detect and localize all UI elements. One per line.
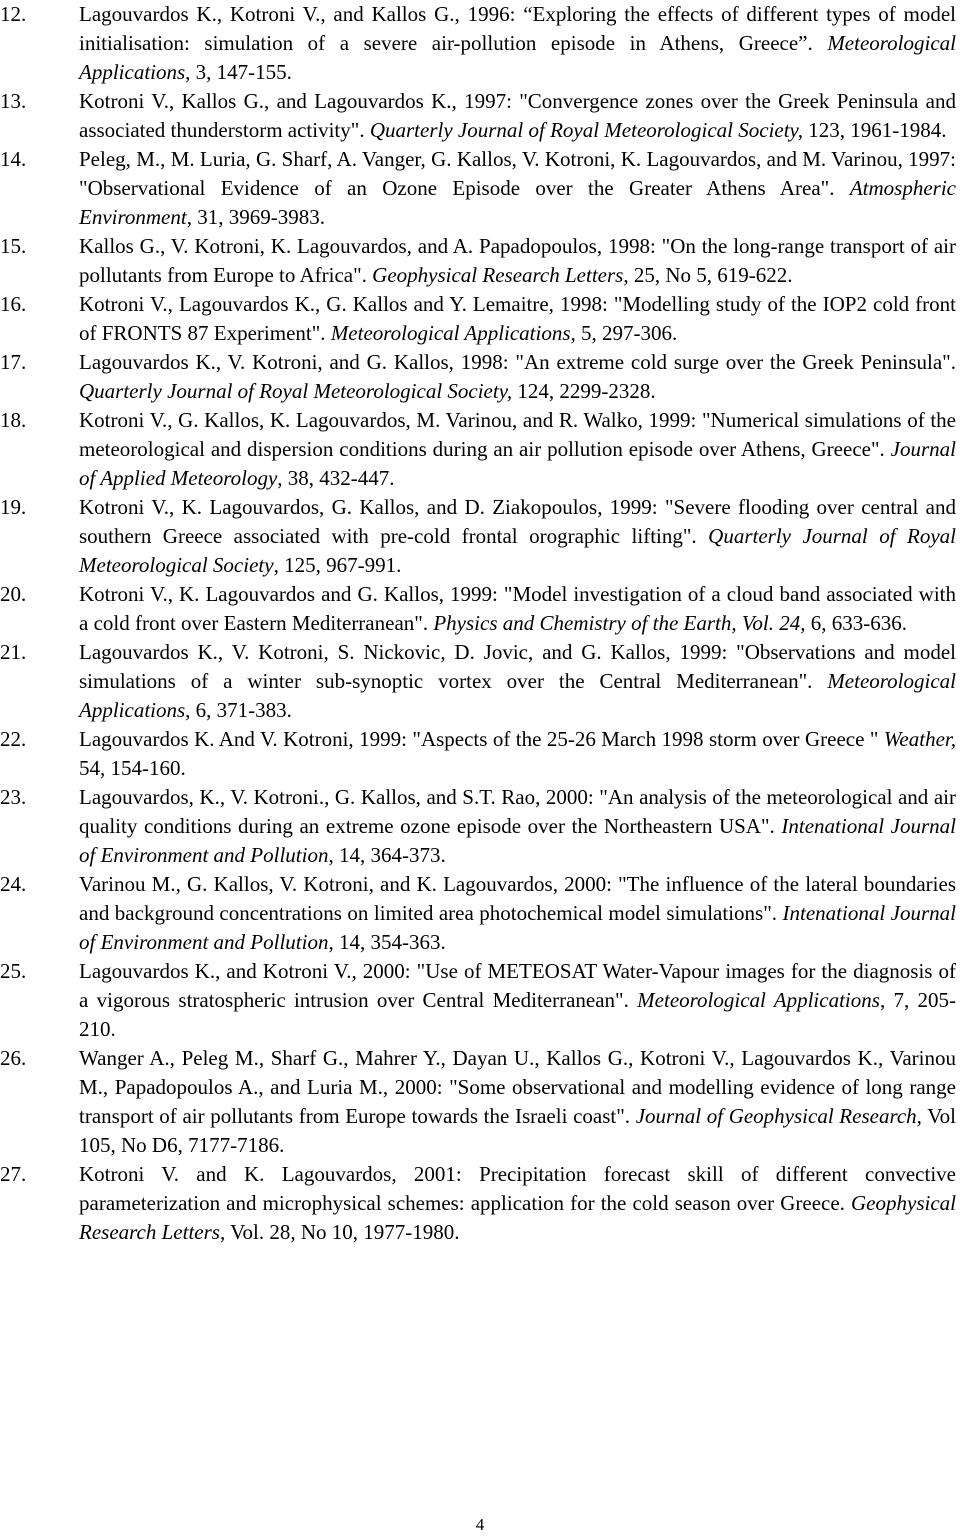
- reference-item: [0, 493, 956, 580]
- reference-text: Kallos G., V. Kotroni, K. Lagouvardos, and A. Papadopoulos, 1998: "On the long-range transport of air pollutants from Europe to Africa".: [79, 234, 956, 287]
- reference-details: , 3, 147-155.: [185, 60, 292, 84]
- reference-source: Intenational Journal of Environment and Pollution: [79, 901, 956, 954]
- reference-details: Vol. 28, No 10, 1977-1980.: [225, 1220, 460, 1244]
- reference-number: 16.: [0, 292, 27, 316]
- reference-item: [0, 1160, 956, 1247]
- reference-source: Geophysical Research Letters,: [79, 1191, 956, 1244]
- reference-number: 23.: [0, 785, 27, 809]
- reference-text: Kotroni V., K. Lagouvardos, G. Kallos, and D. Ziakopoulos, 1999: "Severe flooding over central and southern Greece associated with pre-cold frontal orographic lifting".: [79, 495, 956, 548]
- reference-source: Weather,: [883, 727, 956, 751]
- reference-source: Meteorological Applications: [79, 31, 956, 84]
- reference-number: 25.: [0, 959, 27, 983]
- reference-details: , Vol 105, No D6, 7177-7186.: [79, 1104, 956, 1157]
- reference-item: [0, 1044, 956, 1160]
- reference-details: , 7, 205-210.: [79, 988, 957, 1041]
- reference-item: [0, 406, 956, 493]
- reference-details: 123, 1961-1984.: [802, 118, 947, 142]
- reference-text: Kotroni V., K. Lagouvardos and G. Kallos, 1999: "Model investigation of a cloud band associated with a cold front over Eastern Mediterranean".: [79, 582, 956, 635]
- reference-number: 27.: [0, 1162, 27, 1186]
- reference-item: [0, 638, 956, 725]
- reference-text: Lagouvardos K., V. Kotroni, and G. Kallos, 1998: "An extreme cold surge over the Greek Peninsula".: [79, 350, 956, 374]
- reference-source: Meteorological Applications: [637, 988, 880, 1012]
- reference-source: Journal of Applied Meteorology: [79, 437, 956, 490]
- reference-source: Geophysical Research Letters: [372, 263, 624, 287]
- reference-details: 6, 371-383.: [190, 698, 292, 722]
- reference-source: Meteorological Applications,: [79, 669, 956, 722]
- reference-text: Peleg, M., M. Luria, G. Sharf, A. Vanger, G. Kallos, V. Kotroni, K. Lagouvardos, and M. Varinou, 1997: "Observational Evidence of an Ozone Episode over the Greater Athens Area".: [79, 147, 956, 200]
- reference-number: 24.: [0, 872, 27, 896]
- reference-item: [0, 783, 956, 870]
- reference-source: Quarterly Journal of Royal Meteorological Society,: [79, 379, 513, 403]
- reference-source: Intenational Journal of Environment and Pollution: [79, 814, 956, 867]
- reference-text: Lagouvardos, K., V. Kotroni., G. Kallos, and S.T. Rao, 2000: "An analysis of the meteorological and air quality conditions during an extreme ozone episode over the Northeastern USA".: [79, 785, 956, 838]
- reference-number: 21.: [0, 640, 27, 664]
- reference-item: [0, 348, 956, 406]
- reference-details: , 14, 354-363.: [328, 930, 446, 954]
- reference-item: [0, 290, 956, 348]
- reference-number: 26.: [0, 1046, 27, 1070]
- reference-item: [0, 725, 956, 783]
- reference-text: Wanger A., Peleg M., Sharf G., Mahrer Y., Dayan U., Kallos G., Kotroni V., Lagouvardos K., Varinou M., Papadopoulos A., and Luria M., 2000: "Some observational and modelling evidence of long range transport of air pollutants from Europe towards the Israeli coast".: [79, 1046, 956, 1128]
- reference-source: Meteorological Applications,: [330, 321, 576, 345]
- reference-text: Lagouvardos K. And V. Kotroni, 1999: "Aspects of the 25-26 March 1998 storm over Greece ": [79, 727, 884, 751]
- reference-text: Kotroni V., Kallos G., and Lagouvardos K., 1997: "Convergence zones over the Greek Peninsula and associated thunderstorm activity".: [79, 89, 956, 142]
- reference-details: 5, 297-306.: [575, 321, 678, 345]
- page-number: 4: [475, 1515, 485, 1534]
- reference-text: Varinou M., G. Kallos, V. Kotroni, and K. Lagouvardos, 2000: "The influence of the lateral boundaries and background concentrations on limited area photochemical model simulations".: [79, 872, 956, 925]
- reference-number: 13.: [0, 89, 27, 113]
- reference-source: Atmospheric Environment: [79, 176, 956, 229]
- reference-item: [0, 232, 956, 290]
- reference-number: 18.: [0, 408, 27, 432]
- reference-number: 22.: [0, 727, 27, 751]
- reference-item: [0, 145, 956, 232]
- reference-number: 17.: [0, 350, 27, 374]
- reference-details: 54, 154-160.: [79, 756, 186, 780]
- reference-item: [0, 0, 956, 87]
- reference-details: , 14, 364-373.: [328, 843, 446, 867]
- reference-details: , 31, 3969-3983.: [186, 205, 325, 229]
- reference-text: Lagouvardos K., and Kotroni V., 2000: "Use of METEOSAT Water-Vapour images for the diagnosis of a vigorous stratospheric intrusion over Central Mediterranean".: [79, 959, 956, 1012]
- reference-text: Lagouvardos K., V. Kotroni, S. Nickovic, D. Jovic, and G. Kallos, 1999: "Observations and model simulations of a winter sub-synoptic vortex over the Central Mediterranean".: [79, 640, 956, 693]
- reference-text: Kotroni V., Lagouvardos K., G. Kallos and Y. Lemaitre, 1998: "Modelling study of the IOP2 cold front of FRONTS 87 Experiment".: [79, 292, 956, 345]
- reference-number: 20.: [0, 582, 27, 606]
- reference-number: 19.: [0, 495, 27, 519]
- reference-number: 14.: [0, 147, 27, 171]
- reference-details: 124, 2299-2328.: [512, 379, 656, 403]
- reference-source: Quarterly Journal of Royal Meteorological Society,: [369, 118, 803, 142]
- reference-text: Kotroni V. and K. Lagouvardos, 2001: Precipitation forecast skill of different convective parameterization and microphysical schemes: application for the cold season over Greece.: [79, 1162, 956, 1215]
- reference-details: , 125, 967-991.: [273, 553, 402, 577]
- reference-source: Physics and Chemistry of the Earth, Vol. 24,: [433, 611, 806, 635]
- reference-number: 12.: [0, 2, 27, 26]
- reference-text: Lagouvardos K., Kotroni V., and Kallos G., 1996: “Exploring the effects of different types of model initialisation: simulation of a severe air-pollution episode in Athens, Greece”.: [79, 2, 956, 55]
- reference-details: , 38, 432-447.: [277, 466, 395, 490]
- reference-item: [0, 870, 956, 957]
- reference-source: Quarterly Journal of Royal Meteorological Society: [79, 524, 957, 577]
- reference-item: [0, 580, 956, 638]
- reference-source: Journal of Geophysical Research: [635, 1104, 917, 1128]
- reference-number: 15.: [0, 234, 27, 258]
- reference-details: 6, 633-636.: [805, 611, 907, 635]
- reference-text: Kotroni V., G. Kallos, K. Lagouvardos, M. Varinou, and R. Walko, 1999: "Numerical simulations of the meteorological and dispersion conditions during an air pollution episode over Athens, Greece".: [79, 408, 956, 461]
- reference-item: [0, 957, 956, 1044]
- reference-item: [0, 87, 956, 145]
- reference-details: , 25, No 5, 619-622.: [623, 263, 793, 287]
